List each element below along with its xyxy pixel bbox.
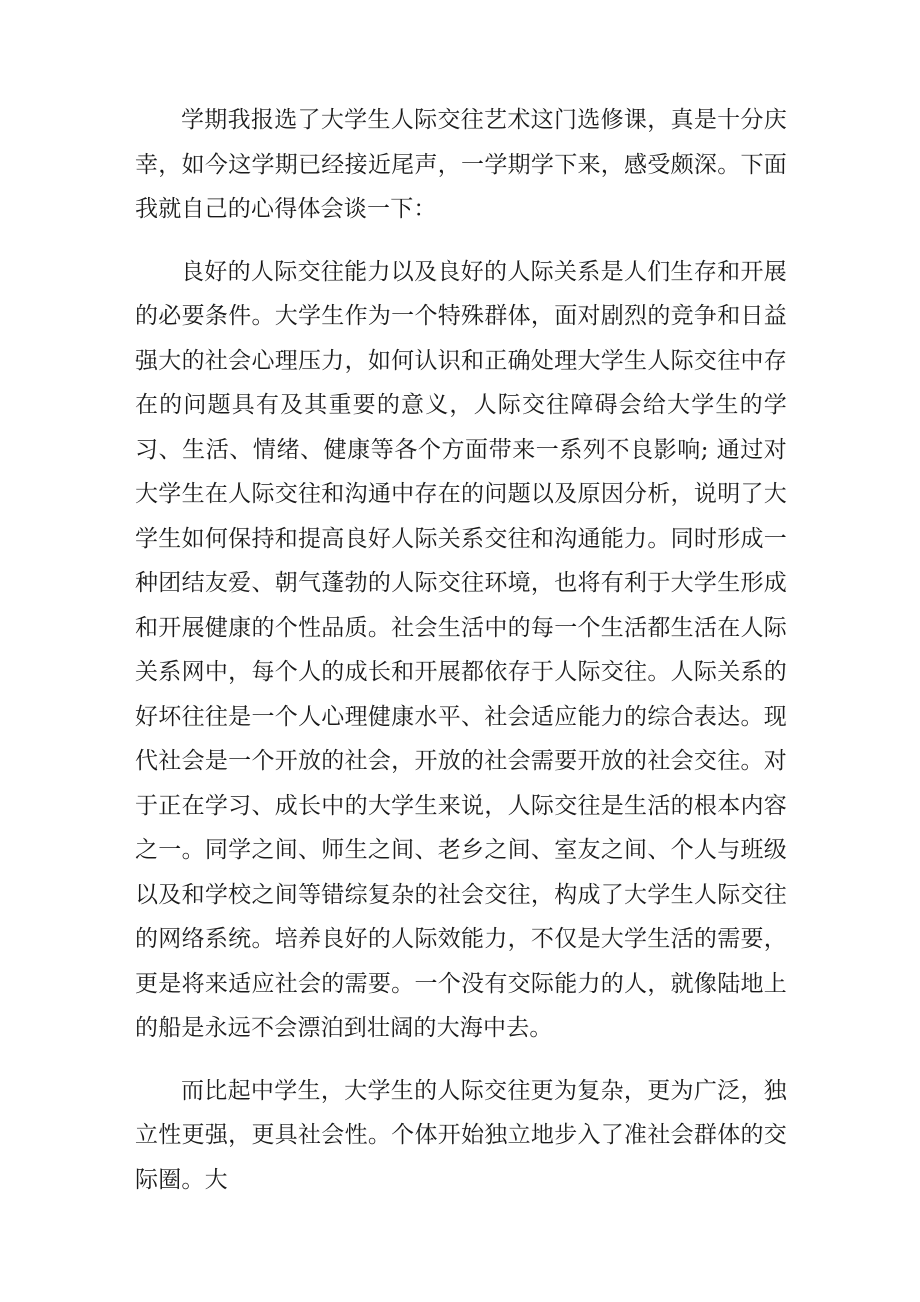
- document-body: [135, 98, 787, 1220]
- paragraph-main: 良好的人际交往能力以及良好的人际关系是人们生存和开展的必要条件。大学生作为一个特殊群体，面对剧烈的竞争和日益强大的社会心理压力，如何认识和正确处理大学生人际交往中存在的问题具有及其重要的意义，人际交往障碍会给大学生的学习、生活、情绪、健康等各个方面带来一系列不良影响; 通过对大学生在人际交往和沟通中存在的问题以及原因分析，说明了大学生如何保持和提高良好人际关系交往和沟通能力。同时形成一种团结友爱、朝气蓬勃的人际交往环境，也将有利于大学生形成和开展健康的个性品质。社会生活中的每一个生活都生活在人际关系网中，每个人的成长和开展都依存于人际交往。人际关系的好坏往往是一个人心理健康水平、社会适应能力的综合表达。现代社会是一个开放的社会，开放的社会需要开放的社会交往。对于正在学习、成长中的大学生来说，人际交往是生活的根本内容之一。同学之间、师生之间、老乡之间、室友之间、个人与班级以及和学校之间等错综复杂的社会交往，构成了大学生人际交往的网络系统。培养良好的人际效能力，不仅是大学生活的需要，更是将来适应社会的需要。一个没有交际能力的人，就像陆地上的船是永远不会漂泊到壮阔的大海中去。: [135, 258, 787, 1041]
- paragraph-comparison: 而比起中学生，大学生的人际交往更为复杂，更为广泛，独立性更强，更具社会性。个体开始独立地步入了准社会群体的交际圈。大: [135, 1077, 787, 1193]
- paragraph-intro: 学期我报选了大学生人际交往艺术这门选修课，真是十分庆幸，如今这学期已经接近尾声，一学期学下来，感受颇深。下面我就自己的心得体会谈一下：: [135, 107, 787, 222]
